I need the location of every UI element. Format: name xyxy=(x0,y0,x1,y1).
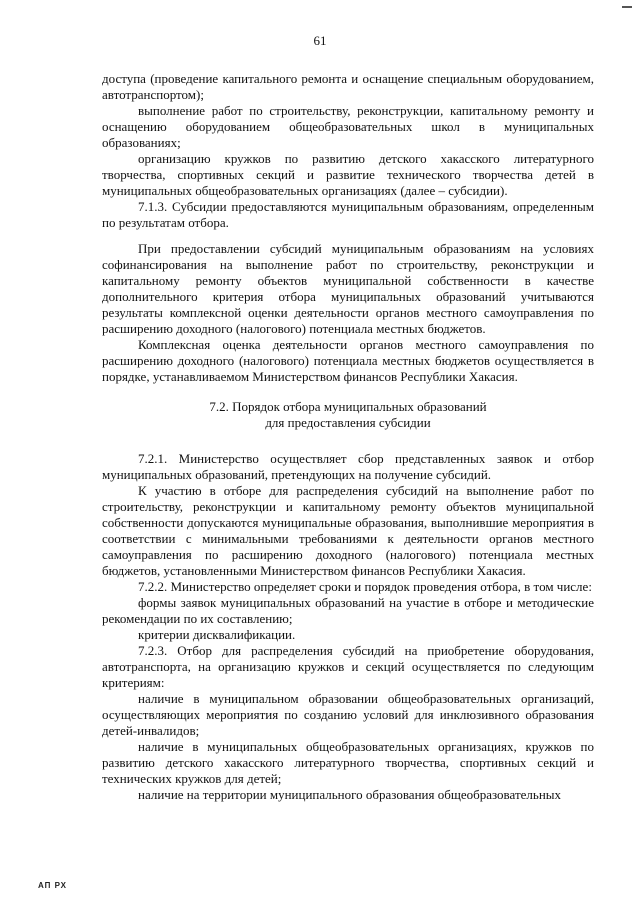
footer-mark: АП РХ xyxy=(38,881,68,890)
document-body xyxy=(102,71,594,803)
scan-artifact xyxy=(622,6,632,8)
paragraph: Комплексная оценка деятельности органов местного самоуправления по расширению доходного (налогового) потенциала местных бюджетов осуществляется в порядке, устанавливаемом Министерством финансов Республики Хакасия. xyxy=(102,337,594,384)
paragraph: наличие в муниципальном образовании общеобразовательных организаций, осуществляющих мероприятия по созданию условий для инклюзивного образования детей-инвалидов; xyxy=(102,691,594,738)
paragraph: доступа (проведение капитального ремонта и оснащение специальным оборудованием, автотранспортом); xyxy=(102,71,594,102)
section-heading-line: 7.2. Порядок отбора муниципальных образований xyxy=(209,399,487,414)
paragraph: 7.1.3. Субсидии предоставляются муниципальным образованиям, определенным по результатам отбора. xyxy=(102,199,594,230)
paragraph: 7.2.3. Отбор для распределения субсидий на приобретение оборудования, автотранспорта, на организацию кружков и секций осуществляется по следующим критериям: xyxy=(102,643,594,690)
section-heading-line: для предоставления субсидии xyxy=(265,415,431,430)
paragraph: К участию в отборе для распределения субсидий на выполнение работ по строительству, реконструкции и капитальному ремонту объектов муниципальной собственности допускаются муниципальные образования, выполнившие мероприятия в соответствии с минимальными требованиями к деятельности органов местного самоуправления по расширению доходного (налогового) потенциала местных бюджетов, установленными Министерством финансов Республики Хакасия. xyxy=(102,483,594,578)
paragraph: критерии дисквалификации. xyxy=(138,627,296,642)
paragraph: формы заявок муниципальных образований на участие в отборе и методические рекомендации по их составлению; xyxy=(102,595,594,626)
paragraph: наличие в муниципальных общеобразовательных организациях, кружков по развитию детского хакасского литературного творчества, спортивных секций и технических кружков для детей; xyxy=(102,739,594,786)
paragraph: выполнение работ по строительству, реконструкции, капитальному ремонту и оснащению оборудованием общеобразовательных школ в муниципальных образованиях; xyxy=(102,103,594,150)
paragraph: 7.2.2. Министерство определяет сроки и порядок проведения отбора, в том числе: xyxy=(138,579,592,594)
section-heading xyxy=(102,399,594,431)
paragraph: наличие на территории муниципального образования общеобразовательных xyxy=(138,787,562,802)
paragraph: При предоставлении субсидий муниципальным образованиям на условиях софинансирования на выполнение работ по строительству, реконструкции и капитальному ремонту объектов муниципальной собственности в качестве дополнительного критерия отбора муниципальных образований учитываются результаты комплексной оценки деятельности органов местного самоуправления по расширению доходного (налогового) потенциала местных бюджетов. xyxy=(102,241,594,336)
paragraph: 7.2.1. Министерство осуществляет сбор представленных заявок и отбор муниципальных образований, претендующих на получение субсидий. xyxy=(102,451,594,482)
page-number: 61 xyxy=(313,33,327,48)
paragraph: организацию кружков по развитию детского хакасского литературного творчества, спортивных секций и развитие технического творчества детей в муниципальных общеобразовательных организациях (далее – субсидии). xyxy=(102,151,594,198)
